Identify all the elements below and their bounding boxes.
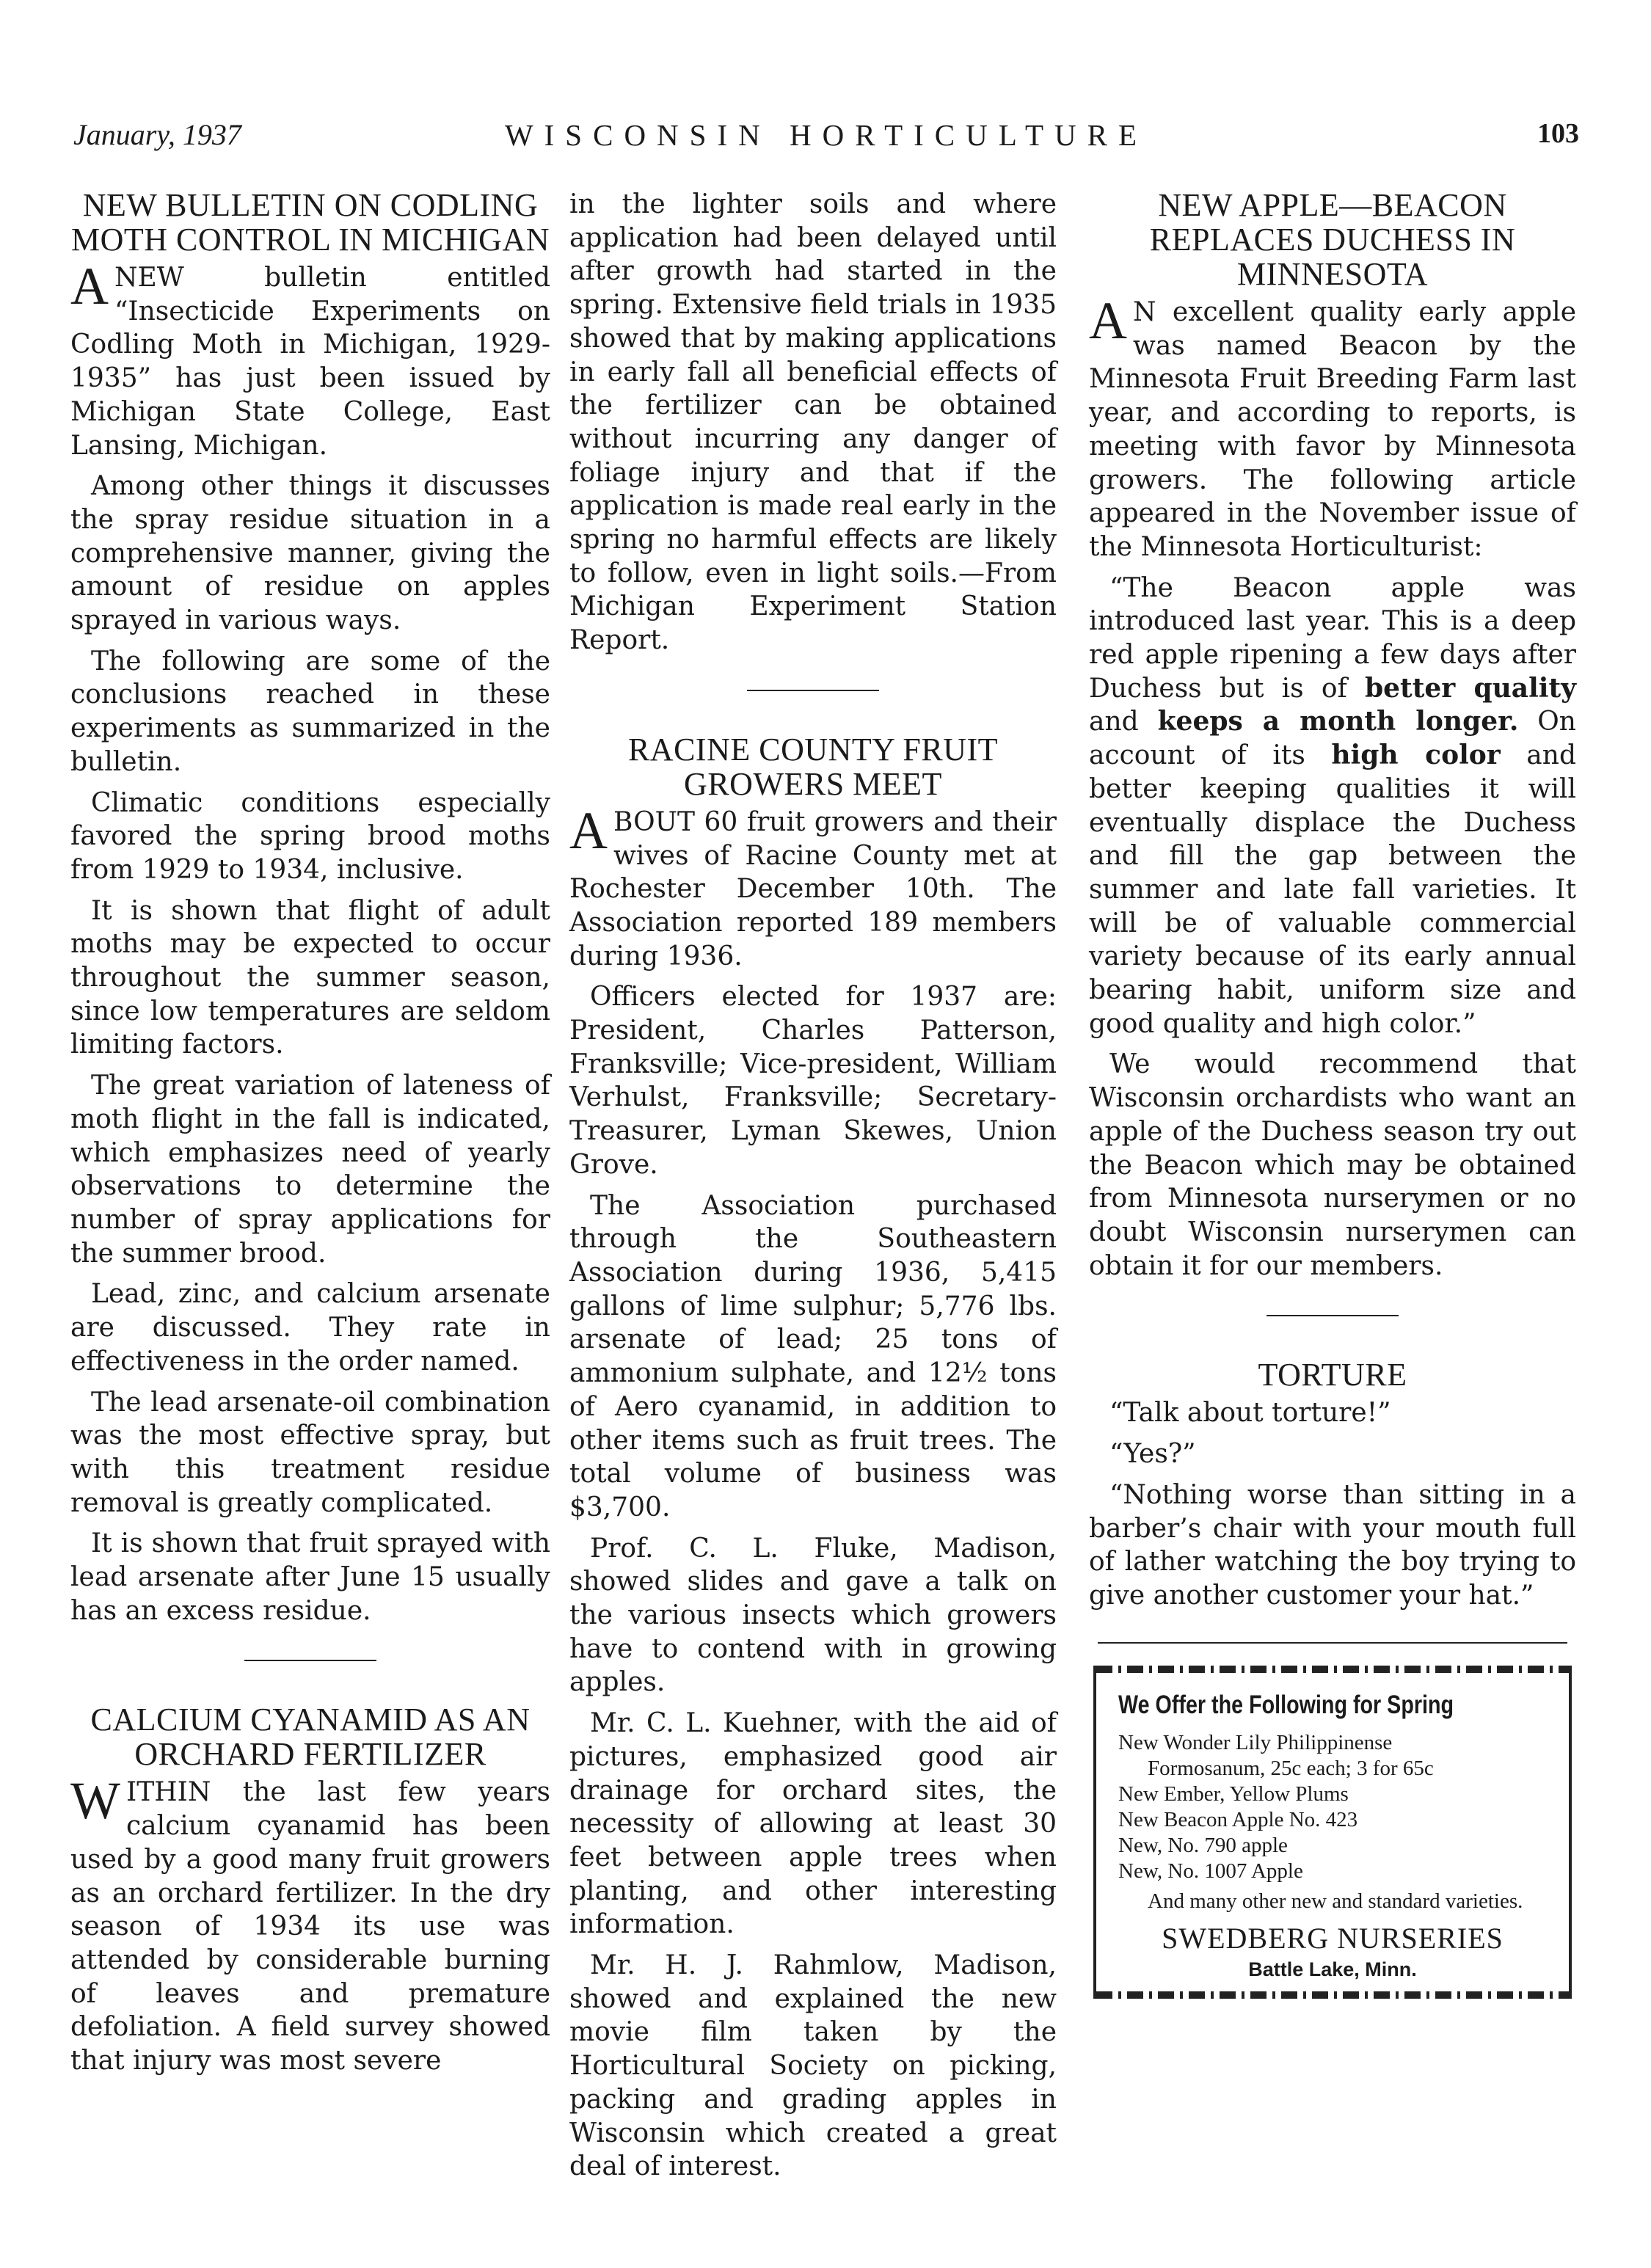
section-divider [244,1660,376,1661]
issue-date: January, 1937 [73,118,241,151]
paragraph: A N excellent quality early apple was named Beacon by the Minnesota Fruit Breeding Farm last year, and according to reports, is meeting with favor by Minnesota growers. The following article appeared in the November issue of the Minnesota Horticulturist: [1089,291,1576,562]
drop-cap: W [70,1771,120,1831]
ornamental-border [1096,1991,1569,1999]
paragraph: ABOUT 60 fruit growers and their wives of Racine County met at Rochester December 10th. The Association reported 189 members during 1936. [569,801,1057,971]
drop-cap: A [569,801,608,860]
ad-item: New Ember, Yellow Plums [1118,1782,1349,1806]
paragraph: It is shown that fruit sprayed with lead arsenate after June 15 usually has an excess residue. [70,1528,550,1626]
article-calcium-cyanamid [70,1702,550,2077]
column-3 [1089,188,1576,1999]
article-title: RACINE COUNTY FRUIT GROWERS MEET [627,731,999,802]
magazine-title: WISCONSIN HORTICULTURE [504,118,1148,152]
drop-cap: A [70,257,109,316]
paragraph: “Nothing worse than sitting in a barber’s chair with your mouth full of lather watching the boy trying to give another customer your hat.” [1089,1479,1576,1611]
paragraph: The Association purchased through the Southeastern Association during 1936, 5,415 gallons of lime sulphur; 5,776 lbs. arsenate of lead; 25 tons of ammonium sulphate, and 12½ tons of Aero cyanamid, in addition to other items such as fruit trees. The total volume of business was $3,700. [569,1190,1057,1523]
column-1 [70,188,550,2085]
article-torture [1089,1357,1576,1612]
paragraph: Officers elected for 1937 are: President, Charles Patterson, Franksville; Vice-president, William Verhulst, Franksville; Secretary-Treasurer, Lyman Skewes, Union Grove. [569,982,1057,1180]
paragraph: Prof. C. L. Fluke, Madison, showed slides and gave a talk on the various insects which growers have to contend with in growing apples. [569,1533,1057,1698]
article-codling-moth [70,188,550,1627]
page-header [73,117,1579,161]
section-divider [1098,1642,1567,1644]
article-title: NEW APPLE—BEACON REPLACES DUCHESS IN MINNESOTA [1149,187,1516,292]
ad-item: New, No. 1007 Apple [1118,1859,1303,1883]
ad-item: New Wonder Lily Philippinense [1118,1730,1393,1754]
column-2 [569,188,1057,2191]
ad-company: SWEDBERG NURSERIES [1162,1921,1504,1955]
ad-item: Formosanum, 25c each; 3 for 65c [1148,1756,1434,1780]
page-number: 103 [1537,118,1579,149]
ad-note: And many other new and standard varieties. [1148,1889,1523,1913]
paragraph: “The Beacon apple was introduced last year. This is a deep red apple ripening a few days after Duchess but is of better quality and keeps a month longer. On account of its high color and better keeping qualities it will eventually displace the Duchess and fill the gap between the summer and late fall varieties. It will be of valuable commercial variety because of its early annual bearing habit, uniform size and good quality and high color.” [1089,572,1577,1039]
drop-cap: A [1089,291,1127,350]
ad-heading: We Offer the Following for Spring [1118,1690,1454,1719]
article-racine-county [569,732,1057,2184]
paragraph: The great variation of lateness of moth flight in the fall is indicated, which emphasizes need of yearly observations to determine the number of spray applications for the summer brood. [70,1071,550,1269]
article-title: TORTURE [1258,1357,1407,1393]
section-divider [747,690,879,691]
article-title: CALCIUM CYANAMID AS AN ORCHARD FERTILIZER [90,1702,531,1773]
article-title: NEW BULLETIN ON CODLING MOTH CONTROL IN MICHIGAN [71,187,550,258]
ad-item: New Beacon Apple No. 423 [1118,1807,1358,1831]
paragraph: Lead, zinc, and calcium arsenate are discussed. They rate in effectiveness in the order named. [70,1279,550,1377]
swedberg-advertisement [1093,1666,1572,1999]
paragraph-continued: in the lighter soils and where application had been delayed until after growth had started in the spring. Extensive field trials in 1935 showed that by making applications in early fall all beneficial effects of the fertilizer can be obtained without incurring any danger of foliage injury and that if the application is made real early in the spring no harmful effects are likely to follow, even in light soils.—From Michigan Experiment Station Report. [569,189,1057,656]
paragraph: Mr. C. L. Kuehner, with the aid of pictures, emphasized good air drainage for orchard sites, the necessity of allowing at least 30 feet between apple trees when planting, and other interesting information. [569,1708,1057,1940]
paragraph: Climatic conditions especially favored the spring brood moths from 1929 to 1934, inclusive. [70,787,550,885]
paragraph: Mr. H. J. Rahmlow, Madison, showed and explained the new movie film taken by the Horticultural Society on picking, packing and grading apples in Wisconsin which created a great deal of interest. [569,1950,1057,2182]
paragraph: The lead arsenate-oil combination was the most effective spray, but with this treatment residue removal is greatly complicated. [70,1387,550,1518]
paragraph: Among other things it discusses the spray residue situation in a comprehensive manner, giving the amount of residue on apples sprayed in various ways. [70,471,550,636]
paragraph: We would recommend that Wisconsin orchardists who want an apple of the Duchess season try out the Beacon which may be obtained from Minnesota nurserymen or no doubt Wisconsin nurserymen can obtain it for our members. [1089,1049,1576,1281]
paragraph: “Yes?” [1109,1439,1196,1470]
paragraph: It is shown that flight of adult moths may be expected to occur throughout the summer season, since low temperatures are seldom limiting factors. [70,895,550,1060]
paragraph: ANEW bulletin entitled “Insecticide Experiments on Codling Moth in Michigan, 1929-1935” has just been issued by Michigan State College, East Lansing, Michigan. [70,257,550,461]
paragraph: WITHIN the last few years calcium cyanamid has been used by a good many fruit growers as an orchard fertilizer. In the dry season of 1934 its use was attended by considerable burning of leaves and premature defoliation. A field survey showed that injury was most severe [70,1771,550,2076]
ad-location: Battle Lake, Minn. [1248,1958,1417,1980]
ornamental-border [1096,1666,1569,1673]
ad-item: New, No. 790 apple [1118,1833,1288,1857]
article-beacon-apple [1089,188,1576,1283]
paragraph: “Talk about torture!” [1109,1398,1391,1429]
paragraph: The following are some of the conclusions reached in these experiments as summarized in the bulletin. [70,646,550,777]
section-divider [1267,1315,1399,1316]
